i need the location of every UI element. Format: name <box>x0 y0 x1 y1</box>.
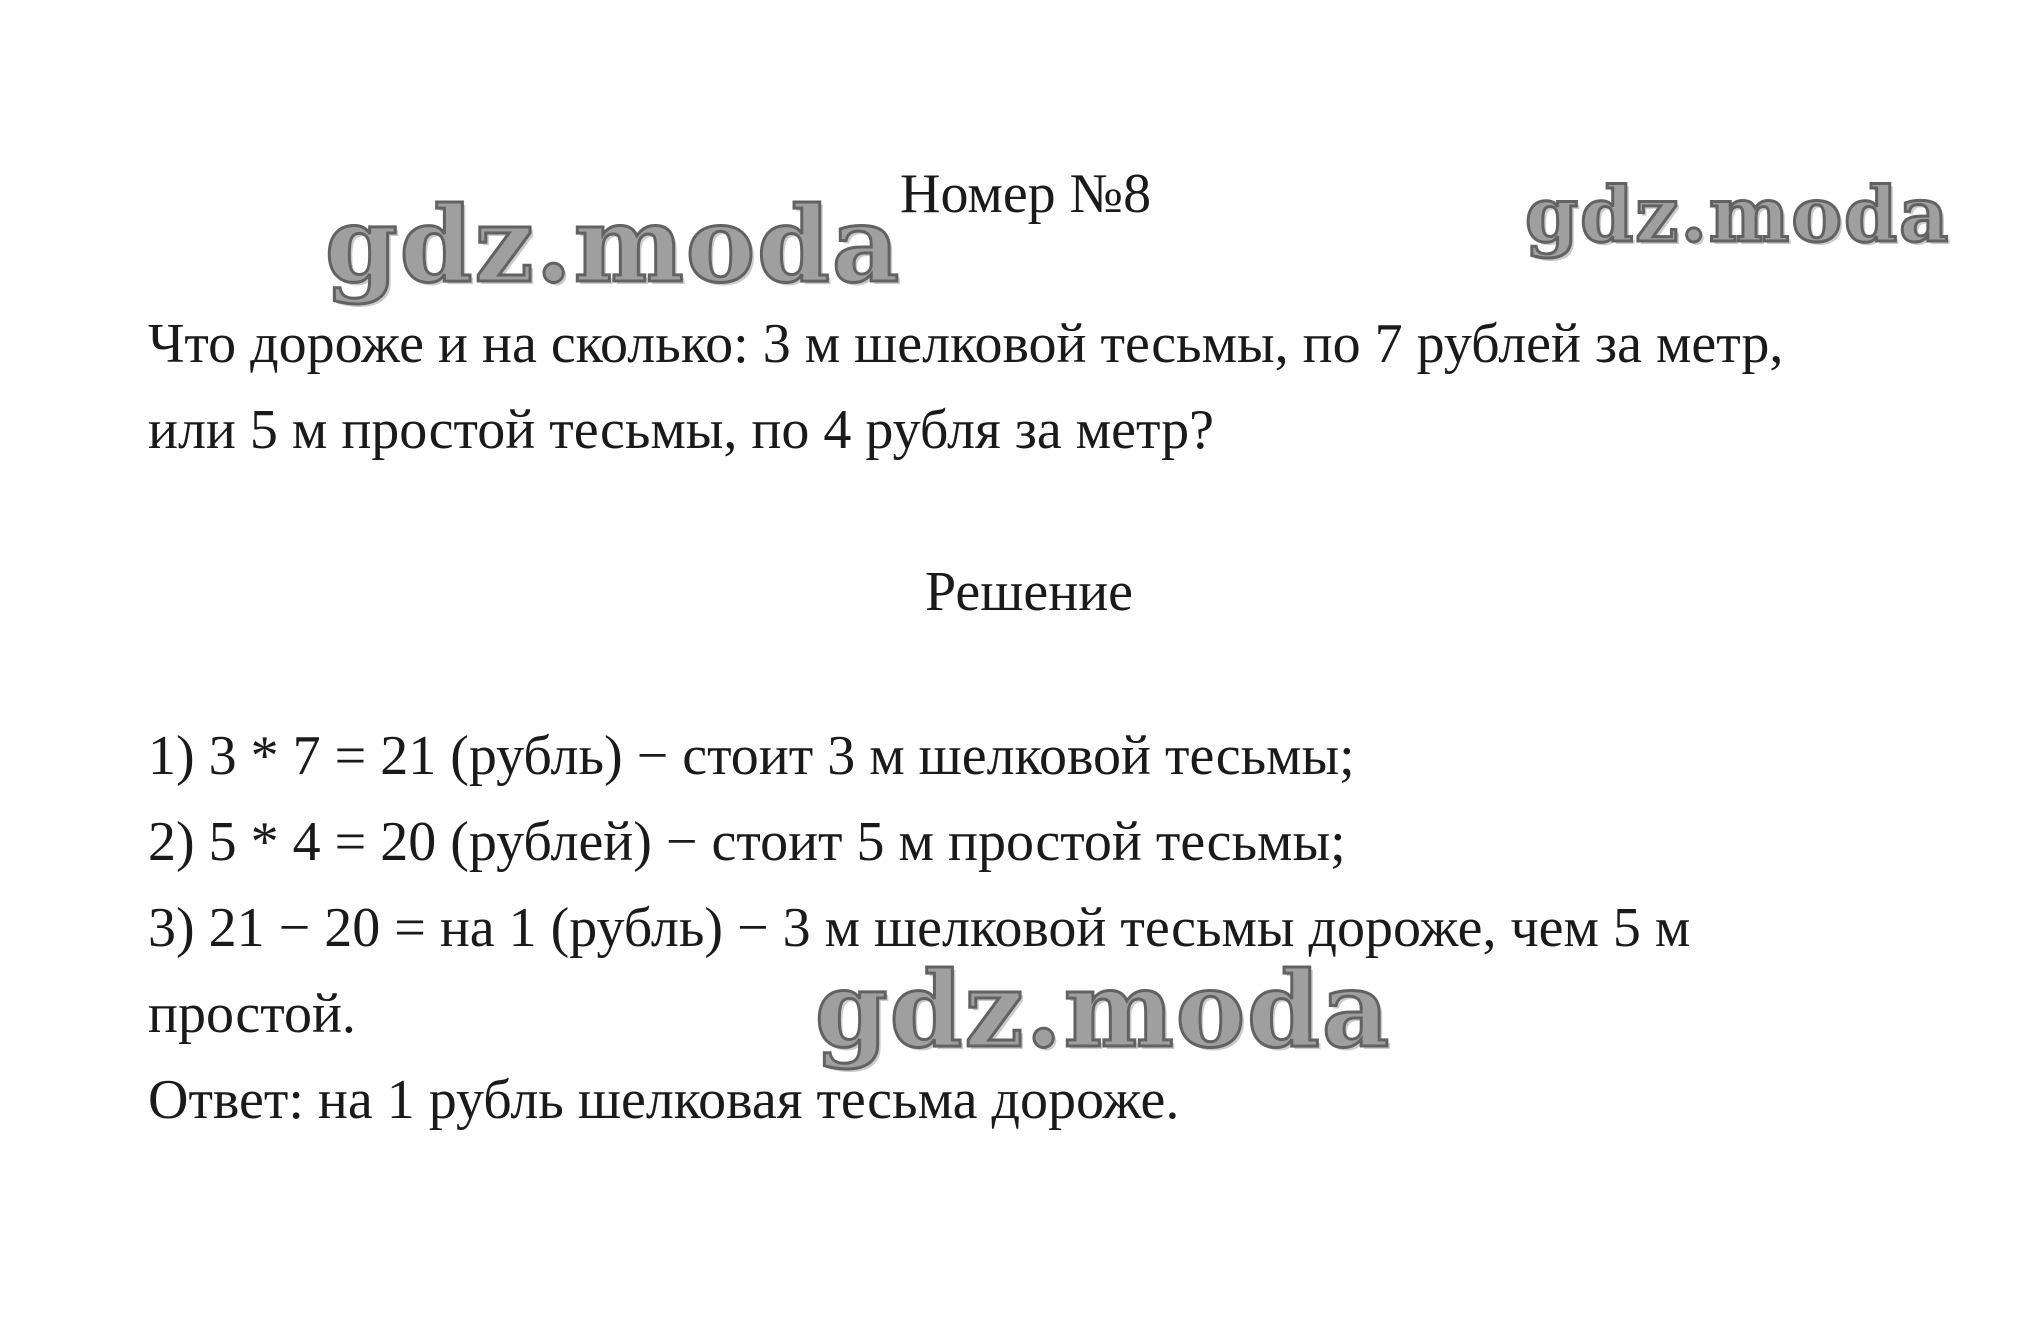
solution-step-2: 2) 5 * 4 = 20 (рублей) − стоит 5 м простой тесьмы; <box>148 811 1346 873</box>
watermark-logo-top-right: gdz.moda <box>1525 170 1951 259</box>
solution-heading: Решение <box>925 561 1134 623</box>
solution-step-3: 3) 21 − 20 = на 1 (рубль) − 3 м шелковой тесьмы дороже, чем 5 м <box>148 897 1691 959</box>
page-title: Номер №8 <box>900 163 1152 225</box>
solution-step-1: 1) 3 * 7 = 21 (рубль) − стоит 3 м шелковой тесьмы; <box>148 725 1355 787</box>
task-line-2: или 5 м простой тесьмы, по 4 рубля за метр? <box>148 399 1214 461</box>
solution-step-3-continuation: простой. <box>148 983 356 1045</box>
watermark-logo-bottom-center: gdz.moda <box>815 948 1392 1071</box>
watermark-logo-top-left: gdz.moda <box>325 183 902 306</box>
answer-line: Ответ: на 1 рубль шелковая тесьма дороже. <box>148 1069 1180 1131</box>
task-line-1: Что дороже и на сколько: 3 м шелковой тесьмы, по 7 рублей за метр, <box>148 313 1784 375</box>
